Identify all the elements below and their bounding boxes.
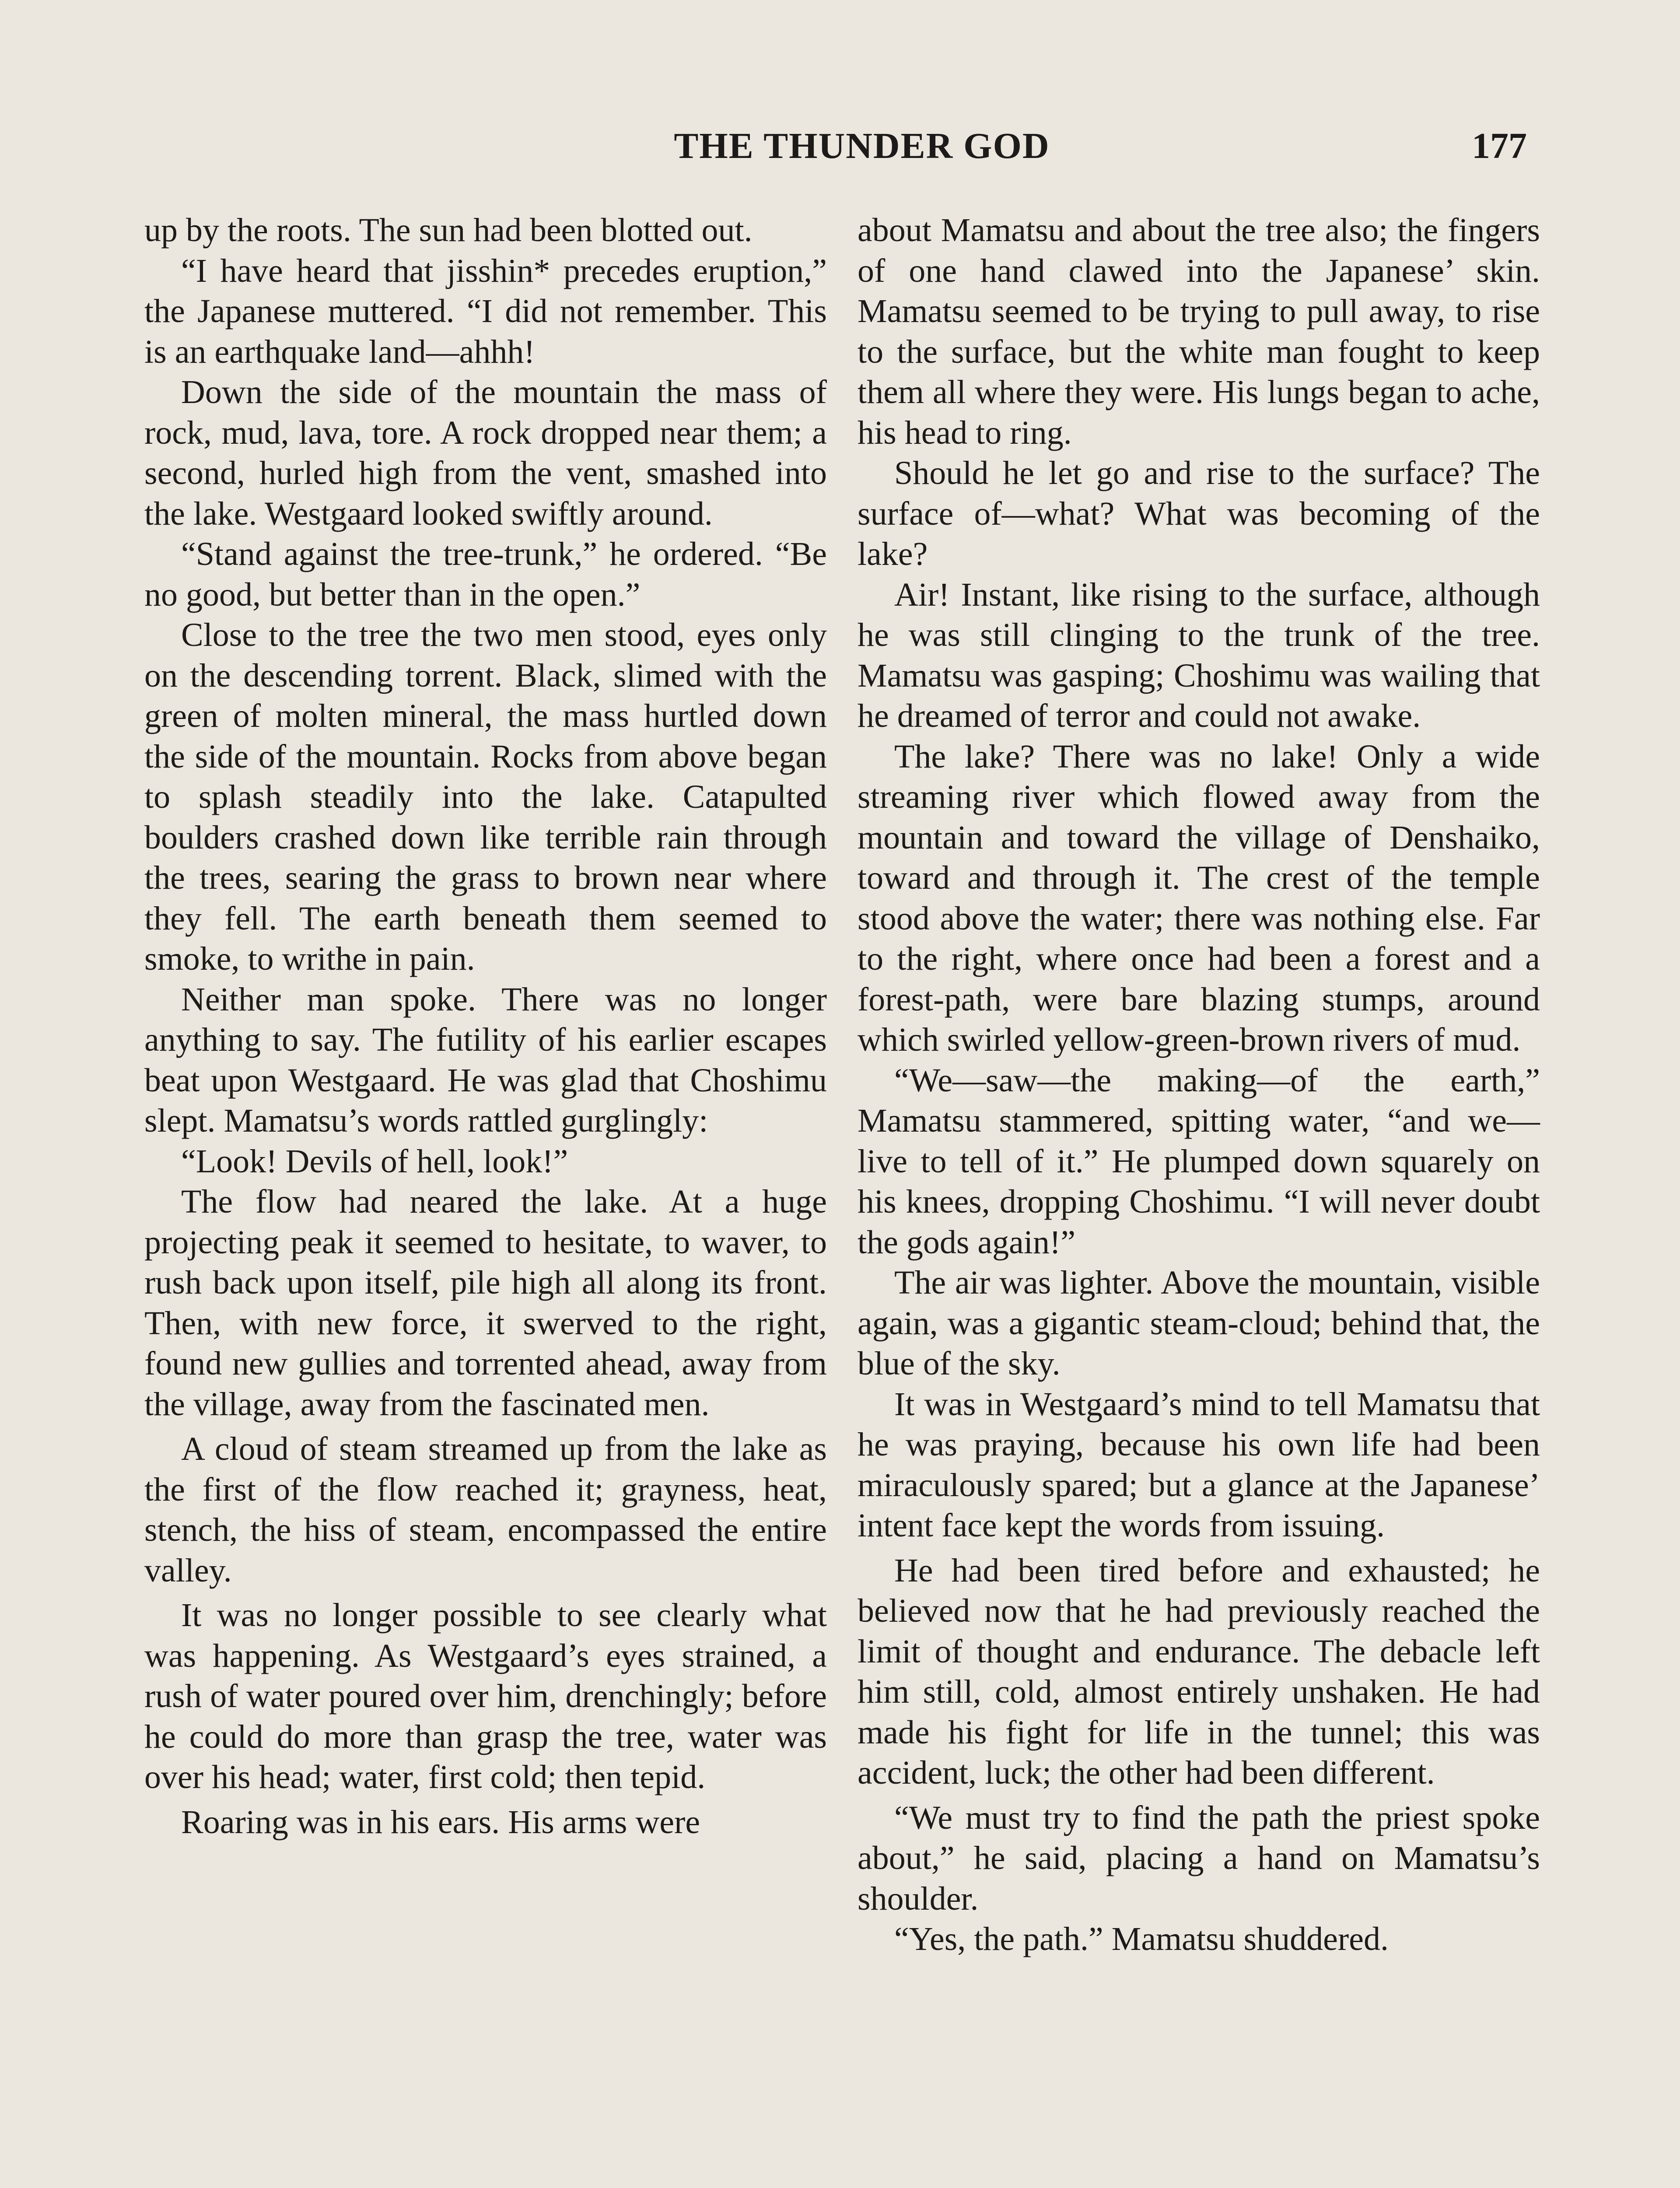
paragraph: about Mamatsu and about the tree also; the fingers of one hand clawed into the Japanese’ skin. Mamatsu seemed to be trying to pull away, to rise to the surface, but the white man fought to keep them all where they were. His lungs began to ache, his head to ring.	[858, 212, 1540, 451]
paragraph: “Stand against the tree-trunk,” he ordered. “Be no good, but better than in the open.”	[144, 536, 827, 613]
paragraph: up by the roots. The sun had been blotted out.	[144, 212, 752, 249]
paragraph: “We—saw—the making—of the earth,” Mamatsu stammered, spitting water, “and we—live to tell of it.” He plumped down squarely on his knees, dropping Choshimu. “I will never doubt the gods again!”	[858, 1062, 1540, 1261]
right-column	[858, 210, 1540, 1960]
paragraph: The flow had neared the lake. At a huge projecting peak it seemed to hesitate, to waver, to rush back upon itself, pile high all along its front. Then, with new force, it swerved to the right, found new gullies and torrented ahead, away from the village, away from the fascinated men.	[144, 1183, 827, 1423]
paragraph: He had been tired before and exhausted; he believed now that he had previously reached the limit of thought and endurance. The debacle left him still, cold, almost entirely unshaken. He had made his fight for life in the tunnel; this was accident, luck; the other had been different.	[858, 1552, 1540, 1791]
paragraph: Close to the tree the two men stood, eyes only on the descending torrent. Black, slimed with the green of molten mineral, the mass hurtled down the side of the mountain. Rocks from above began to splash steadily into the lake. Catapulted boulders crashed down like terrible rain through the trees, searing the grass to brown near where they fell. The earth beneath them seemed to smoke, to writhe in pain.	[144, 617, 827, 977]
paragraph: The air was lighter. Above the mountain, visible again, was a gigantic steam-cloud; behind that, the blue of the sky.	[858, 1264, 1540, 1382]
paragraph: “Look! Devils of hell, look!”	[181, 1143, 568, 1180]
paragraph: “I have heard that jisshin* precedes eruption,” the Japanese muttered. “I did not remember. This is an earthquake land—ahhh!	[144, 252, 827, 370]
paragraph: “Yes, the path.” Mamatsu shuddered.	[894, 1921, 1389, 1957]
paragraph: Neither man spoke. There was no longer anything to say. The futility of his earlier escapes beat upon Westgaard. He was glad that Choshimu slept. Mamatsu’s words rattled gurglingly:	[144, 981, 827, 1139]
running-header: THE THUNDER GOD	[674, 126, 1050, 166]
paragraph: It was in Westgaard’s mind to tell Mamatsu that he was praying, because his own life had been miraculously spared; but a glance at the Japanese’ intent face kept the words from issuing.	[858, 1385, 1540, 1544]
paragraph: The lake? There was no lake! Only a wide streaming river which flowed away from the mountain and toward the village of Denshaiko, toward and through it. The crest of the temple stood above the water; there was nothing else. Far to the right, where once had been a forest and a forest-path, were bare blazing stumps, around which swirled yellow-green-brown rivers of mud.	[858, 738, 1540, 1058]
paragraph: Down the side of the mountain the mass of rock, mud, lava, tore. A rock dropped near them; a second, hurled high from the vent, smashed into the lake. Westgaard looked swiftly around.	[144, 374, 827, 532]
paragraph: A cloud of steam streamed up from the lake as the first of the flow reached it; grayness, heat, stench, the hiss of steam, encompassed the entire valley.	[144, 1431, 827, 1589]
paragraph: Roaring was in his ears. His arms were	[181, 1803, 700, 1841]
paragraph: “We must try to find the path the priest spoke about,” he said, placing a hand on Mamatsu’s shoulder.	[858, 1799, 1540, 1917]
paragraph: Air! Instant, like rising to the surface, although he was still clinging to the trunk of the tree. Mamatsu was gasping; Choshimu was wailing that he dreamed of terror and could not awake.	[858, 576, 1540, 734]
paragraph: It was no longer possible to see clearly what was happening. As Westgaard’s eyes strained, a rush of water poured over him, drenchingly; before he could do more than grasp the tree, water was over his head; water, first cold; then tepid.	[144, 1597, 827, 1795]
page-number: 177	[1472, 126, 1527, 166]
left-column	[144, 210, 827, 1842]
paragraph: Should he let go and rise to the surface? The surface of—what? What was becoming of the lake?	[858, 455, 1540, 572]
